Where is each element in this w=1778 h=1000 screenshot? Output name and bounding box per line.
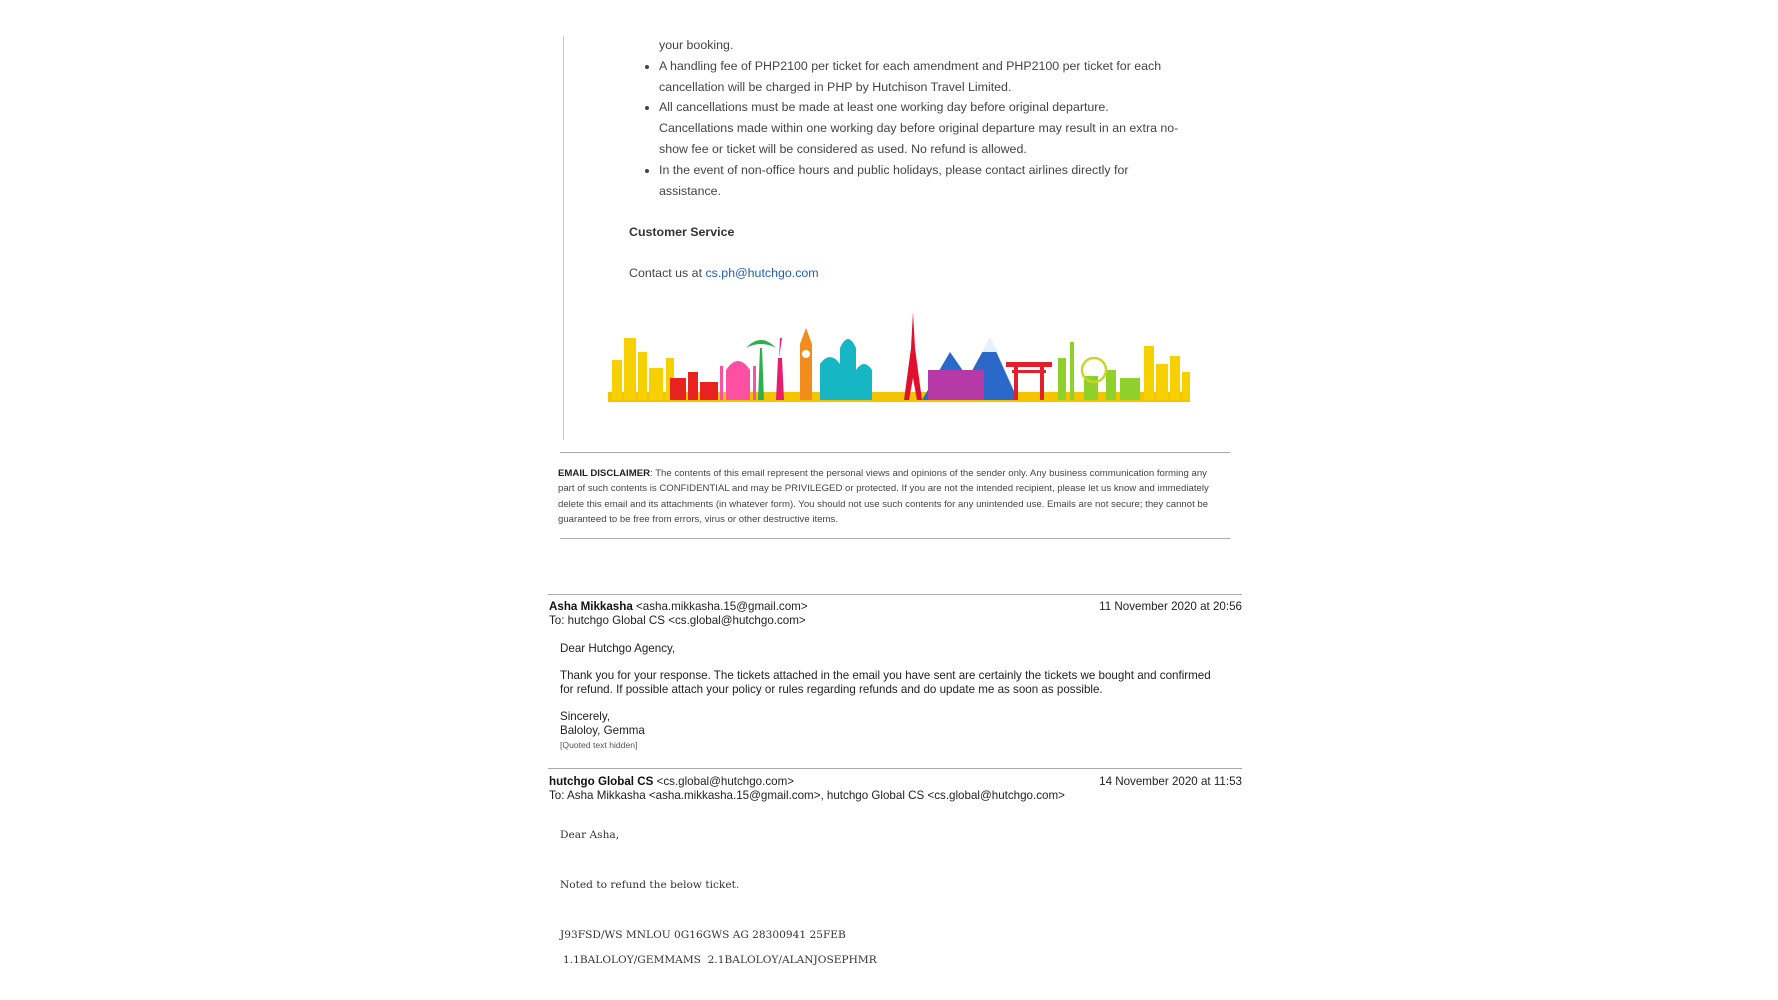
message1-signature: Baloloy, Gemma (560, 724, 645, 737)
disclaimer-text: : The contents of this email represent the personal views and opinions of the sender only. Any business communication forming any part of such contents is CONFIDENTIAL and may be PRIVILEGED or protected. If you are not the intended recipient, please let us know and immediately delete this email and its attachments (in whatever form). You should not use such contents for any unintended use. Emails are not secure; they cannot be guaranteed to be free from errors, virus or other destructive items. (558, 468, 1209, 526)
message1-closing: Sincerely, (560, 710, 611, 723)
customer-service-heading: Customer Service (629, 225, 735, 239)
message2-body-line1: Noted to refund the below ticket. (560, 879, 740, 891)
disclaimer-top-rule (560, 452, 1230, 453)
message2-greeting: Dear Asha, (560, 829, 620, 841)
terms-item-handling-fee: • A handling fee of PHP2100 per ticket for each amendment and PHP2100 per ticket for each cancellation will be charged in PHP by Hutchison Travel Limited. (659, 56, 1179, 98)
terms-booking-tail: your booking. (659, 38, 734, 52)
terms-item-cancellations: • All cancellations must be made at least one working day before original departure. Cancellations made within one working day before original departure may result in an extra no-show fee or ticket will be considered as used. No refund is allowed. (659, 97, 1179, 159)
message1-quoted-hidden[interactable]: [Quoted text hidden] (560, 740, 638, 750)
message2-sender-email: <cs.global@hutchgo.com> (656, 775, 795, 788)
skyline-teal-domes (820, 339, 872, 400)
message1-date: 11 November 2020 at 20:56 (1099, 600, 1242, 613)
message2-separator (548, 768, 1242, 769)
skyline-clock-face (802, 350, 810, 358)
contact-line (629, 266, 819, 280)
message2-to: To: Asha Mikkasha <asha.mikkasha.15@gmail.com>, hutchgo Global CS <cs.global@hutchgo.com> (549, 789, 1065, 802)
message1-body-line1: Thank you for your response. The tickets attached in the email you have sent are certainly the tickets we bought and confirmed (560, 669, 1211, 682)
message1-sender-name: Asha Mikkasha (549, 600, 633, 613)
skyline-big-ben (800, 328, 812, 400)
message2-pnr-line: J93FSD/WS MNLOU 0G16GWS AG 28300941 25FEB (560, 929, 846, 941)
skyline-liberty (776, 338, 784, 400)
skyline-colosseum (928, 370, 984, 400)
cs-email-link[interactable]: cs.ph@hutchgo.com (705, 266, 819, 280)
skyline-snow-cap (982, 338, 998, 352)
message1-sender-email: <asha.mikkasha.15@gmail.com> (636, 600, 808, 613)
message2-passenger-names: 1.1BALOLOY/GEMMAMS 2.1BALOLOY/ALANJOSEPHMR (563, 954, 877, 966)
message2-date: 14 November 2020 at 11:53 (1099, 775, 1242, 788)
terms-list (641, 35, 1179, 201)
message1-from (549, 600, 808, 613)
skyline-eiffel-tower (904, 312, 922, 400)
disclaimer-label: EMAIL DISCLAIMER (558, 468, 651, 479)
message2-sender-name: hutchgo Global CS (549, 775, 654, 788)
message1-greeting: Dear Hutchgo Agency, (560, 642, 676, 655)
terms-item-holidays: • In the event of non-office hours and public holidays, please contact airlines directly for assistance. (659, 160, 1179, 202)
skyline-far-right-buildings (1144, 346, 1190, 400)
skyline-left-buildings (612, 338, 674, 400)
contact-prefix: Contact us at (629, 266, 703, 280)
message1-to: To: hutchgo Global CS <cs.global@hutchgo.com> (549, 614, 806, 627)
skyline-red-buildings (670, 372, 718, 400)
email-disclaimer (558, 466, 1226, 528)
skyline-palm-leaves (746, 340, 776, 348)
skyline-palm-trunk (758, 348, 764, 400)
message2-from (549, 775, 794, 788)
message1-separator (548, 594, 1242, 595)
skyline-right-buildings (1058, 342, 1140, 400)
world-landmarks-skyline-image (608, 308, 1190, 402)
disclaimer-bottom-rule (560, 538, 1230, 539)
message1-body-line2: for refund. If possible attach your policy or rules regarding refunds and do update me as soon as possible. (560, 683, 1103, 696)
